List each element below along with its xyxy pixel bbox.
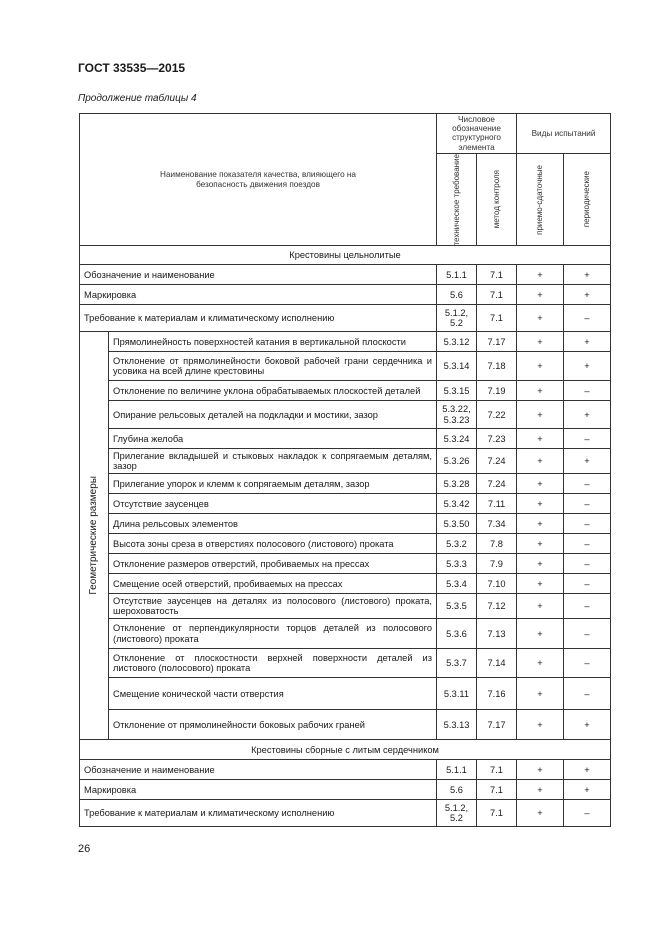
control-method-cell: 7.16 bbox=[477, 678, 517, 710]
control-method-cell: 7.1 bbox=[477, 800, 517, 827]
periodic-test-cell: – bbox=[564, 574, 611, 594]
indicator-name-cell: Отклонение размеров отверстий, пробиваемых на прессах bbox=[109, 554, 437, 574]
indicator-name-cell: Отсутствие заусенцев bbox=[109, 494, 437, 514]
tech-requirement-cell: 5.3.50 bbox=[437, 514, 477, 534]
tech-requirement-cell: 5.3.14 bbox=[437, 352, 477, 381]
periodic-test-cell: + bbox=[564, 760, 611, 780]
indicator-name-cell: Маркировка bbox=[80, 780, 437, 800]
control-method-cell: 7.24 bbox=[477, 474, 517, 494]
tech-requirement-cell: 5.3.26 bbox=[437, 449, 477, 474]
periodic-test-cell: – bbox=[564, 429, 611, 449]
table-row bbox=[80, 514, 611, 534]
table-row bbox=[80, 265, 611, 285]
table-row bbox=[80, 534, 611, 554]
indicator-name-cell: Отклонение от плоскостности верхней поверхности деталей из листового (полосового) проката bbox=[109, 649, 437, 678]
periodic-test-cell: + bbox=[564, 332, 611, 352]
control-method-cell: 7.17 bbox=[477, 332, 517, 352]
indicator-name-cell: Отклонение от прямолинейности боковой рабочей грани сердечника и усовика на всей длине крестовины bbox=[109, 352, 437, 381]
acceptance-test-cell: + bbox=[517, 780, 564, 800]
tech-requirement-cell: 5.3.7 bbox=[437, 649, 477, 678]
tech-requirement-cell: 5.3.15 bbox=[437, 381, 477, 401]
control-method-cell: 7.1 bbox=[477, 305, 517, 332]
tech-requirement-cell: 5.3.24 bbox=[437, 429, 477, 449]
indicator-name-cell: Опирание рельсовых деталей на подкладки и мостики, зазор bbox=[109, 401, 437, 429]
indicator-name-cell: Отсутствие заусенцев на деталях из полосового (листового) проката, шероховатость bbox=[109, 594, 437, 619]
periodic-test-cell: – bbox=[564, 534, 611, 554]
tech-requirement-cell: 5.1.2, 5.2 bbox=[437, 305, 477, 332]
indicator-name-cell: Отклонение по величине уклона обрабатываемых плоскостей деталей bbox=[109, 381, 437, 401]
acceptance-test-cell: + bbox=[517, 474, 564, 494]
periodic-test-cell: – bbox=[564, 305, 611, 332]
indicator-name-cell: Требование к материалам и климатическому исполнению bbox=[80, 305, 437, 332]
group-label-geometric-sizes: Геометрические размеры bbox=[80, 332, 109, 740]
acceptance-test-cell: + bbox=[517, 678, 564, 710]
table-row bbox=[80, 332, 611, 352]
periodic-test-cell: + bbox=[564, 285, 611, 305]
table-row bbox=[80, 401, 611, 429]
indicator-name-cell: Обозначение и наименование bbox=[80, 760, 437, 780]
header-name-column: Наименование показателя качества, влияющего на безопасность движения поездов bbox=[80, 114, 437, 246]
acceptance-test-cell: + bbox=[517, 381, 564, 401]
tech-requirement-cell: 5.3.11 bbox=[437, 678, 477, 710]
tech-requirement-cell: 5.3.22, 5.3.23 bbox=[437, 401, 477, 429]
acceptance-test-cell: + bbox=[517, 514, 564, 534]
periodic-test-cell: – bbox=[564, 494, 611, 514]
tech-requirement-cell: 5.1.1 bbox=[437, 265, 477, 285]
acceptance-test-cell: + bbox=[517, 449, 564, 474]
quality-table bbox=[79, 113, 611, 827]
periodic-test-cell: + bbox=[564, 352, 611, 381]
periodic-test-cell: + bbox=[564, 780, 611, 800]
tech-requirement-cell: 5.3.42 bbox=[437, 494, 477, 514]
periodic-test-cell: + bbox=[564, 401, 611, 429]
acceptance-test-cell: + bbox=[517, 534, 564, 554]
tech-requirement-cell: 5.3.6 bbox=[437, 619, 477, 649]
table-row bbox=[80, 474, 611, 494]
header-periodic-tests: периодические bbox=[564, 153, 611, 246]
tech-requirement-cell: 5.1.1 bbox=[437, 760, 477, 780]
acceptance-test-cell: + bbox=[517, 401, 564, 429]
document-header: ГОСТ 33535—2015 bbox=[78, 61, 186, 75]
periodic-test-cell: – bbox=[564, 800, 611, 827]
control-method-cell: 7.34 bbox=[477, 514, 517, 534]
control-method-cell: 7.14 bbox=[477, 649, 517, 678]
periodic-test-cell: + bbox=[564, 265, 611, 285]
table-row bbox=[80, 285, 611, 305]
control-method-cell: 7.23 bbox=[477, 429, 517, 449]
control-method-cell: 7.12 bbox=[477, 594, 517, 619]
periodic-test-cell: + bbox=[564, 710, 611, 740]
table-row bbox=[80, 619, 611, 649]
indicator-name-cell: Прямолинейность поверхностей катания в вертикальной плоскости bbox=[109, 332, 437, 352]
acceptance-test-cell: + bbox=[517, 494, 564, 514]
periodic-test-cell: – bbox=[564, 619, 611, 649]
table-row bbox=[80, 649, 611, 678]
tech-requirement-cell: 5.3.12 bbox=[437, 332, 477, 352]
control-method-cell: 7.18 bbox=[477, 352, 517, 381]
table-row bbox=[80, 494, 611, 514]
indicator-name-cell: Требование к материалам и климатическому исполнению bbox=[80, 800, 437, 827]
indicator-name-cell: Прилегание упорок и клемм к сопрягаемым деталям, зазор bbox=[109, 474, 437, 494]
section-row bbox=[80, 740, 611, 760]
control-method-cell: 7.1 bbox=[477, 285, 517, 305]
periodic-test-cell: – bbox=[564, 514, 611, 534]
indicator-name-cell: Высота зоны среза в отверстиях полосового (листового) проката bbox=[109, 534, 437, 554]
tech-requirement-cell: 5.6 bbox=[437, 780, 477, 800]
section-row bbox=[80, 246, 611, 265]
acceptance-test-cell: + bbox=[517, 800, 564, 827]
control-method-cell: 7.1 bbox=[477, 760, 517, 780]
control-method-cell: 7.17 bbox=[477, 710, 517, 740]
table-row bbox=[80, 429, 611, 449]
indicator-name-cell: Отклонение от прямолинейности боковых рабочих граней bbox=[109, 710, 437, 740]
section-title-assembled: Крестовины сборные с литым сердечником bbox=[80, 740, 611, 760]
acceptance-test-cell: + bbox=[517, 285, 564, 305]
control-method-cell: 7.8 bbox=[477, 534, 517, 554]
header-numeric-group: Числовое обозначение структурного элемента bbox=[437, 114, 517, 154]
header-acceptance-tests: приемо-сдаточные bbox=[517, 153, 564, 246]
control-method-cell: 7.10 bbox=[477, 574, 517, 594]
tech-requirement-cell: 5.1.2, 5.2 bbox=[437, 800, 477, 827]
tech-requirement-cell: 5.3.3 bbox=[437, 554, 477, 574]
indicator-name-cell: Глубина желоба bbox=[109, 429, 437, 449]
acceptance-test-cell: + bbox=[517, 554, 564, 574]
section-title-monolithic: Крестовины цельнолитые bbox=[80, 246, 611, 265]
table-caption: Продолжение таблицы 4 bbox=[78, 93, 197, 104]
control-method-cell: 7.22 bbox=[477, 401, 517, 429]
acceptance-test-cell: + bbox=[517, 574, 564, 594]
indicator-name-cell: Смещение конической части отверстия bbox=[109, 678, 437, 710]
control-method-cell: 7.9 bbox=[477, 554, 517, 574]
periodic-test-cell: – bbox=[564, 678, 611, 710]
table-row bbox=[80, 760, 611, 780]
page-number: 26 bbox=[78, 843, 91, 855]
acceptance-test-cell: + bbox=[517, 305, 564, 332]
control-method-cell: 7.13 bbox=[477, 619, 517, 649]
table-row bbox=[80, 710, 611, 740]
indicator-name-cell: Обозначение и наименование bbox=[80, 265, 437, 285]
table-row bbox=[80, 352, 611, 381]
header-tests-group: Виды испытаний bbox=[517, 114, 611, 154]
control-method-cell: 7.19 bbox=[477, 381, 517, 401]
acceptance-test-cell: + bbox=[517, 760, 564, 780]
indicator-name-cell: Маркировка bbox=[80, 285, 437, 305]
header-tech-requirement: техническое требование bbox=[437, 153, 477, 246]
tech-requirement-cell: 5.3.2 bbox=[437, 534, 477, 554]
table-row bbox=[80, 780, 611, 800]
periodic-test-cell: – bbox=[564, 594, 611, 619]
table-row bbox=[80, 449, 611, 474]
acceptance-test-cell: + bbox=[517, 594, 564, 619]
indicator-name-cell: Длина рельсовых элементов bbox=[109, 514, 437, 534]
tech-requirement-cell: 5.3.4 bbox=[437, 574, 477, 594]
acceptance-test-cell: + bbox=[517, 429, 564, 449]
control-method-cell: 7.1 bbox=[477, 265, 517, 285]
acceptance-test-cell: + bbox=[517, 619, 564, 649]
tech-requirement-cell: 5.3.28 bbox=[437, 474, 477, 494]
indicator-name-cell: Прилегание вкладышей и стыковых накладок к сопрягаемым деталям, зазор bbox=[109, 449, 437, 474]
table-row bbox=[80, 305, 611, 332]
tech-requirement-cell: 5.6 bbox=[437, 285, 477, 305]
periodic-test-cell: – bbox=[564, 381, 611, 401]
control-method-cell: 7.24 bbox=[477, 449, 517, 474]
acceptance-test-cell: + bbox=[517, 332, 564, 352]
table-row bbox=[80, 800, 611, 827]
periodic-test-cell: – bbox=[564, 649, 611, 678]
table-row bbox=[80, 554, 611, 574]
acceptance-test-cell: + bbox=[517, 649, 564, 678]
periodic-test-cell: – bbox=[564, 554, 611, 574]
acceptance-test-cell: + bbox=[517, 265, 564, 285]
table-row bbox=[80, 594, 611, 619]
tech-requirement-cell: 5.3.13 bbox=[437, 710, 477, 740]
tech-requirement-cell: 5.3.5 bbox=[437, 594, 477, 619]
table-row bbox=[80, 574, 611, 594]
acceptance-test-cell: + bbox=[517, 710, 564, 740]
table-row bbox=[80, 381, 611, 401]
control-method-cell: 7.1 bbox=[477, 780, 517, 800]
indicator-name-cell: Отклонение от перпендикулярности торцов деталей из полосового (листового) проката bbox=[109, 619, 437, 649]
periodic-test-cell: – bbox=[564, 474, 611, 494]
table-row bbox=[80, 678, 611, 710]
indicator-name-cell: Смещение осей отверстий, пробиваемых на прессах bbox=[109, 574, 437, 594]
periodic-test-cell: + bbox=[564, 449, 611, 474]
acceptance-test-cell: + bbox=[517, 352, 564, 381]
control-method-cell: 7.11 bbox=[477, 494, 517, 514]
header-control-method: метод контроля bbox=[477, 153, 517, 246]
